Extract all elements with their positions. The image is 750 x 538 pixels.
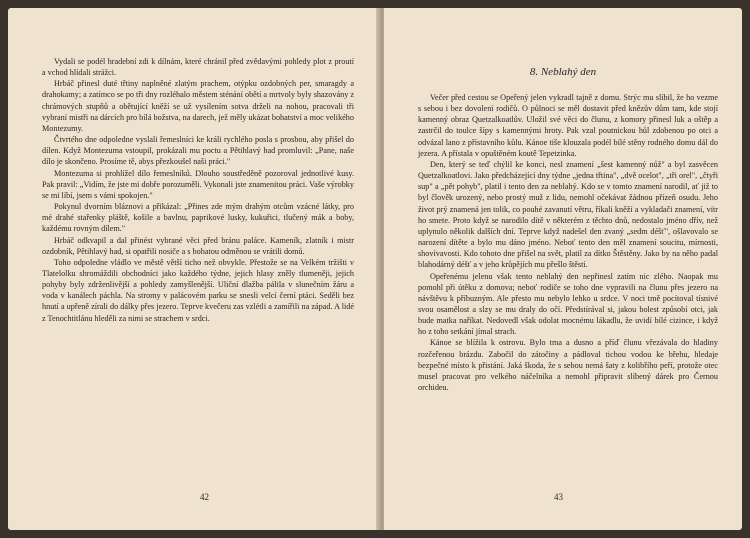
right-page (384, 8, 742, 530)
paragraph: Opeřenému jelenu však tento neblahý den nepřinesl zatím nic zlého. Naopak mu pomohl při útěku z domova; neboť rodiče se toho dne vypravili na člunu přes jezero na návštěvu k příbuzným. Ale přesto mu nebylo lehko u srdce. V noci tmě pocítoval tísnivé svou osamělost a slzy se mu draly do očí. Předstírával si, jakou bolest způsobí otci, jak bude matka naříkat. Nedovedl však odolat mocnému lákadlu, že uvidí bílé cizince, i když ho z toho setkání jímal strach. (418, 271, 718, 337)
paragraph: Kánoe se blížila k ostrovu. Bylo tma a dusno a příď člunu vřezávala do hladiny rozčeřenou brázdu. Zabočil do zátočiny a pádloval tichou vodou ke břehu, hledaje bezpečné místo k přistání. Jaká škoda, že s sebou nemá šaty z kolibřího peří, protože otec musel pracovat pro velkého náčelníka a nemohl připravit slíbený dárek pro Černou orchideu. (418, 338, 718, 393)
chapter-title: 8. Neblahý den (529, 66, 597, 78)
paragraph: Večer před cestou se Opeřený jelen vykradl tajně z domu. Strýc mu slíbil, že ho vezme s sebou i bez dovolení rodičů. O půlnoci se měl dostavit před knězův dům tam, kde stojí kamenný obraz Quetzalkoatlův. Uložil své věci do člunu, z komory přinesl luk a oštěp a zastrčil do toulce šípy s kamennými hroty. Pak vzal poutnickou hůl zdobenou po otci a odvázal lano z přístavního kůlu. Kánoe tiše klouzala podél bílé stěny rodného domu dál do jezera. A přístala v opuštěném koutě Tepetzinka. (418, 93, 718, 158)
paragraph: Montezuma si prohlížel dílo řemeslníků. Dlouho soustředěně pozoroval jednotlivé kusy. Pak pravil: „Vidím, že jste mi dobře porozuměli. Vykonali jste znamenitou práci. Vaše výrobky se mi líbí, jsem s vámi spokojen." (42, 168, 354, 200)
paragraph: Hrbáč odkvapil a dal přinést vybrané věci před bránu paláce. Kameník, zlatník i mistr ozdobník, Pětihlavý had, si opatřili nosiče a s bohatou odměnou se vrátili domů. (42, 235, 354, 256)
paragraph: Toho odpoledne vládlo ve městě větší ticho než obvykle. Přestože se na Velkém tržišti v Tlatelolku shromáždili obchodníci jako každého týdne, jejich hlasy zněly tlumeněji, jejich pohyby byly zdrženlivější a pohledy zamyšlenější. Uliční dlažba pálila v slunečním žáru a voda v kanálech páchla. Na stromy v palácovém parku se snesli velcí černí ptáci. Seděli bez hnutí a upřeně zírali do dálky přes jezero. Teprve kvečeru zas vzlétli a zamířili na západ. A lidé z Tenochtitlánu hleděli za nimi se strachem v srdci. (42, 257, 354, 323)
paragraph: Den, který se teď chýlil ke konci, nesl znamení „šest kamenný nůž" a byl zasvěcen Quetzalkoatlovi. Jako předcházející dny týdne „jedna třtina", „dvě ocelot", „tři orel", „čtyři sup" a „pět pohyb", platil i tento den za neblahý. Kdo se v tomto znamení narodil, ať již to byl člověk urozený, nebo prostý muž z lidu, nemohl očekávat žádnou přízeň osudu. Jeho život prý znamená jen tolik, co pouhé zavanutí větru, říkali kněží a vykladači znamení, vítr ho smete. Proto když se narodilo dítě v některém z těchto dnů, nedostalo jméno dřív, než uplynulo několik dalších dní. Teprve když nadešel den zvaný „sedm déšť", ošlavovalo se narození dítěte a bylo mu dáno jméno. Neboť tento den měl znamení soucitu, mírnosti, shovívavosti. Kdo tohoto dne přišel na svět, platil za dítko Štěstěny. Jako by na něho padal blahodárný déšť a v jeho krůpějích mu přešlo štěstí. (418, 159, 718, 270)
paragraph: Pokynul dvorním bláznovi a přikázal: „Přines zde mým drahým otcům vzácné látky, pro mé drahé stařenky pláště, košile a bavlnu, paprikové lusky, kukuřici, tlučený mák a boby, každému rovným dílem." (42, 202, 354, 234)
paragraph: Hrbáč přinesl duté třtiny naplněné zlatým prachem, otýpku ozdobných per, smaragdy a drahokamy; a zatímco se po tři dny rozléhalo městem sténání obětí a mrtvoly byly shazovány z chrámových stupňů a obětující kněží se už vysílením sotva drželi na nohou, pracovali tři vybraní mistři na dárcích pro bílá božstva, na darech, jež měly ukázat bohatství a moc velikého Montezumy. (42, 79, 354, 133)
page-number: 43 (554, 492, 563, 502)
paragraph: Vydali se podél hradební zdi k dílnám, které chránil před zvědavými pohledy plot z proutí a vchod hlídali strážci. (42, 57, 354, 78)
paragraph: Čtvrtého dne odpoledne vyslali řemeslníci ke králi rychlého posla s prosbou, aby přišel do dílen. Když Montezuma vstoupil, prokázali mu poctu a Pětihlavý had promluvil: „Pane, naše dílo je skončeno. Prosíme tě, abys přezkoušel naši práci." (42, 135, 354, 167)
left-page-text (42, 56, 354, 324)
left-page (8, 8, 380, 530)
right-page-text (418, 92, 718, 393)
page-number: 42 (200, 492, 209, 502)
